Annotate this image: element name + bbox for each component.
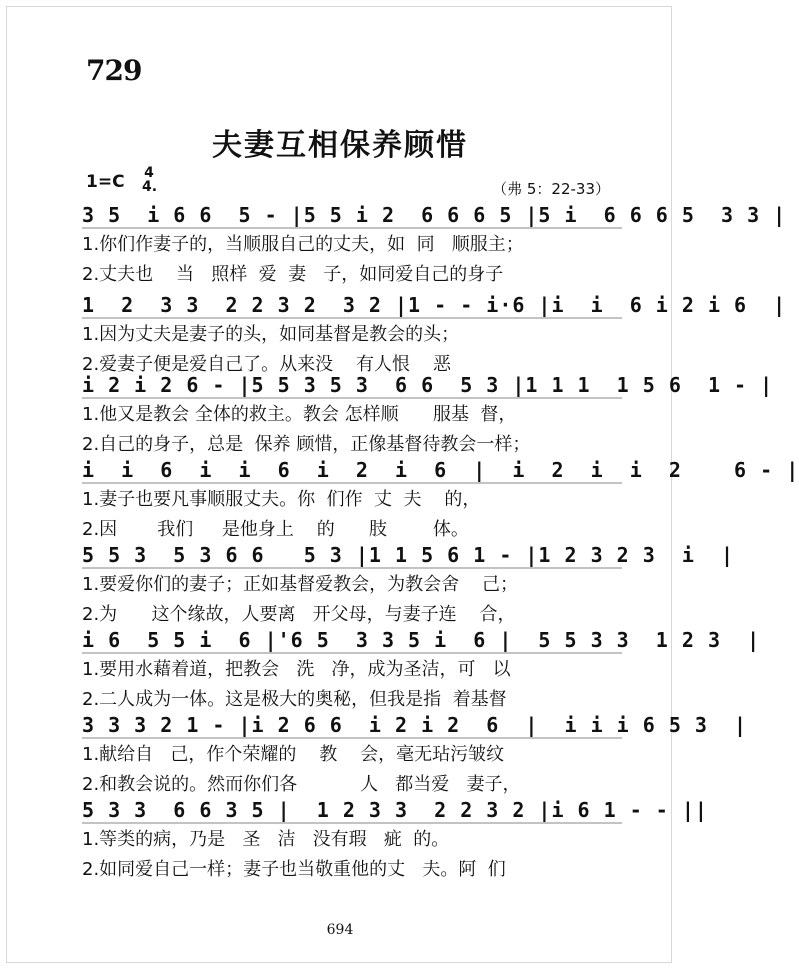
hymn-number: 729 (86, 54, 142, 87)
notation-line: i i 6 i i 6 i 2 i 6 | i 2 i i 2 6 - | (82, 458, 799, 482)
beam-underline (82, 822, 622, 824)
lyric-verse-1: 1.要用水藉着道，把教会 洗 净，成为圣洁，可 以 (82, 659, 511, 680)
notation-line: 5 5 3 5 3 6 6 5 3 |1 1 5 6 1 - |1 2 3 2 3 i | (82, 543, 735, 567)
lyric-verse-1: 1.因为丈夫是妻子的头，如同基督是教会的头； (82, 324, 460, 345)
notation-line: i 6 5 5 i 6 |'6 5 3 3 5 i 6 | 5 5 3 3 1 2 3 | (82, 628, 761, 652)
beam-underline (82, 317, 622, 319)
lyric-verse-2: 2.自己的身子，总是 保养 顾惜，正像基督待教会一样； (82, 434, 531, 455)
lyric-verse-2: 2.和教会说的。然而你们各 人 都当爱 妻子， (82, 774, 521, 795)
music-system-5 (82, 540, 735, 630)
notation-line: 5 3 3 6 6 3 5 | 1 2 3 3 2 2 3 2 |i 6 1 - - || (82, 798, 708, 822)
lyric-verse-1: 1.妻子也要凡事顺服丈夫。你 们作 丈 夫 的， (82, 489, 481, 510)
music-system-6 (82, 625, 761, 715)
beam-underline (82, 652, 622, 654)
music-system-3 (82, 370, 774, 460)
lyric-verse-1: 1.献给自 己，作个荣耀的 教 会，毫无玷污皱纹 (82, 744, 505, 765)
notation-line: i 2 i 2 6 - |5 5 3 5 3 6 6 5 3 |1 1 1 1 5 6 1 - | (82, 373, 774, 397)
page-number: 694 (326, 922, 354, 938)
lyric-verse-2: 2.为 这个缘故，人要离 开父母，与妻子连 合， (82, 604, 516, 625)
lyric-verse-2: 2.如同爱自己一样；妻子也当敬重他的丈 夫。阿 们 (82, 859, 506, 880)
music-system-1 (82, 200, 787, 290)
lyric-verse-1: 1.你们作妻子的，当顺服自己的丈夫，如 同 顺服主； (82, 234, 524, 255)
music-system-2 (82, 290, 787, 380)
lyric-verse-2: 2.二人成为一体。这是极大的奥秘，但我是指 着基督 (82, 689, 507, 710)
beam-underline (82, 397, 622, 399)
hymn-title: 夫妻互相保养顾惜 (212, 128, 468, 163)
lyric-verse-2: 2.因 我们 是他身上 的 肢 体。 (82, 519, 469, 540)
music-system-7 (82, 710, 748, 800)
music-system-8 (82, 795, 708, 885)
beam-underline (82, 567, 622, 569)
time-signature-bottom: 4. (142, 179, 158, 195)
notation-line: 3 5 i 6 6 5 - |5 5 i 2 6 6 6 5 |5 i 6 6 6 5 3 3 | (82, 203, 787, 227)
beam-underline (82, 482, 622, 484)
key-signature: 1=C (86, 172, 125, 192)
notation-line: 3 3 3 2 1 - |i 2 6 6 i 2 i 2 6 | i i i 6 5 3 | (82, 713, 748, 737)
time-signature (142, 166, 156, 194)
beam-underline (82, 737, 622, 739)
lyric-verse-2: 2.丈夫也 当 照样 爱 妻 子，如同爱自己的身子 (82, 264, 504, 285)
lyric-verse-2: 2.爱妻子便是爱自己了。从来没 有人恨 恶 (82, 354, 451, 375)
music-system-4 (82, 455, 799, 545)
beam-underline (82, 227, 622, 229)
time-signature-top: 4 (144, 165, 154, 181)
scripture-reference: （弗 5：22-33） (492, 180, 610, 198)
lyric-verse-1: 1.他又是教会 全体的救主。教会 怎样顺 服基 督， (82, 404, 517, 425)
notation-line: 1 2 3 3 2 2 3 2 3 2 |1 - - i·6 |i i 6 i 2 i 6 | (82, 293, 787, 317)
lyric-verse-1: 1.等类的病，乃是 圣 洁 没有瑕 疵 的。 (82, 829, 450, 850)
lyric-verse-1: 1.要爱你们的妻子；正如基督爱教会，为教会舍 己； (82, 574, 519, 595)
